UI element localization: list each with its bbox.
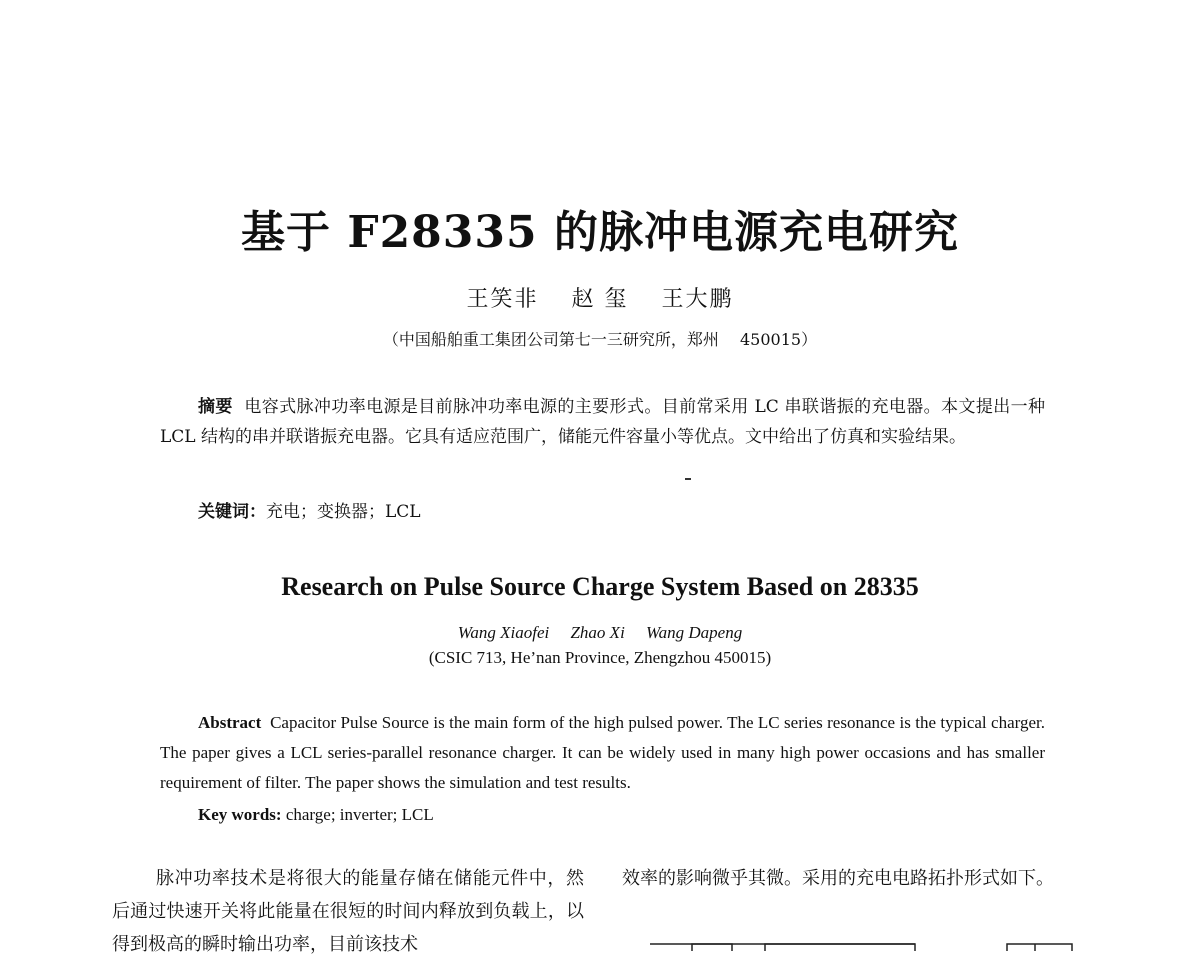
stray-mark [685,478,691,480]
body-right-column: 效率的影响微乎其微。采用的充电电路拓扑形式如下。 [622,868,1054,889]
authors-en: Wang Xiaofei Zhao Xi Wang Dapeng [457,623,743,642]
keywords-cn-label: 关键词： [198,502,266,522]
body-left-column: 脉冲功率技术是将很大的能量存储在储能元件中，然后通过快速开关将此能量在很短的时间内释放到负载上，以得到极高的瞬时输出功率，目前该技术 [112,868,584,955]
circuit-figure-top [630,938,1080,951]
affiliation-en: (CSIC 713, He’nan Province, Zhengzhou 450015) [428,648,772,667]
keywords-cn [198,497,1038,527]
keywords-en-text: charge; inverter; LCL [285,805,434,824]
authors-cn: 王笑非 赵 玺 王大鹏 [466,287,734,312]
keywords-cn-text: 充电；变换器；LCL [266,502,421,522]
abstract-en-label: Abstract [198,713,262,732]
abstract-cn-text: 电容式脉冲功率电源是目前脉冲功率电源的主要形式。目前常采用 LC 串联谐振的充电器。本文提出一种 LCL 结构的串并联谐振充电器。它具有适应范围广，储能元件容量小等优点。文中给出了仿真和实验结果。 [160,397,1045,447]
keywords-en [198,800,1038,830]
abstract-en [160,708,1045,798]
abstract-cn-label: 摘要 [198,397,233,417]
affiliation-cn: （中国船舶重工集团公司第七一三研究所，郑州 450015） [382,330,818,349]
abstract-en-text: Capacitor Pulse Source is the main form of the high pulsed power. The LC series resonance is the typical charger. The paper gives a LCL series-parallel resonance charger. It can be widely used in many high power occasions and has smaller requirement of filter. The paper shows the simulation and test results. [160,713,1046,792]
keywords-en-label: Key words: [198,805,282,824]
title-cn: 基于 F28335 的脉冲电源充电研究 [241,207,959,258]
abstract-cn [160,392,1045,452]
title-en: Research on Pulse Source Charge System Based on 28335 [281,572,919,601]
